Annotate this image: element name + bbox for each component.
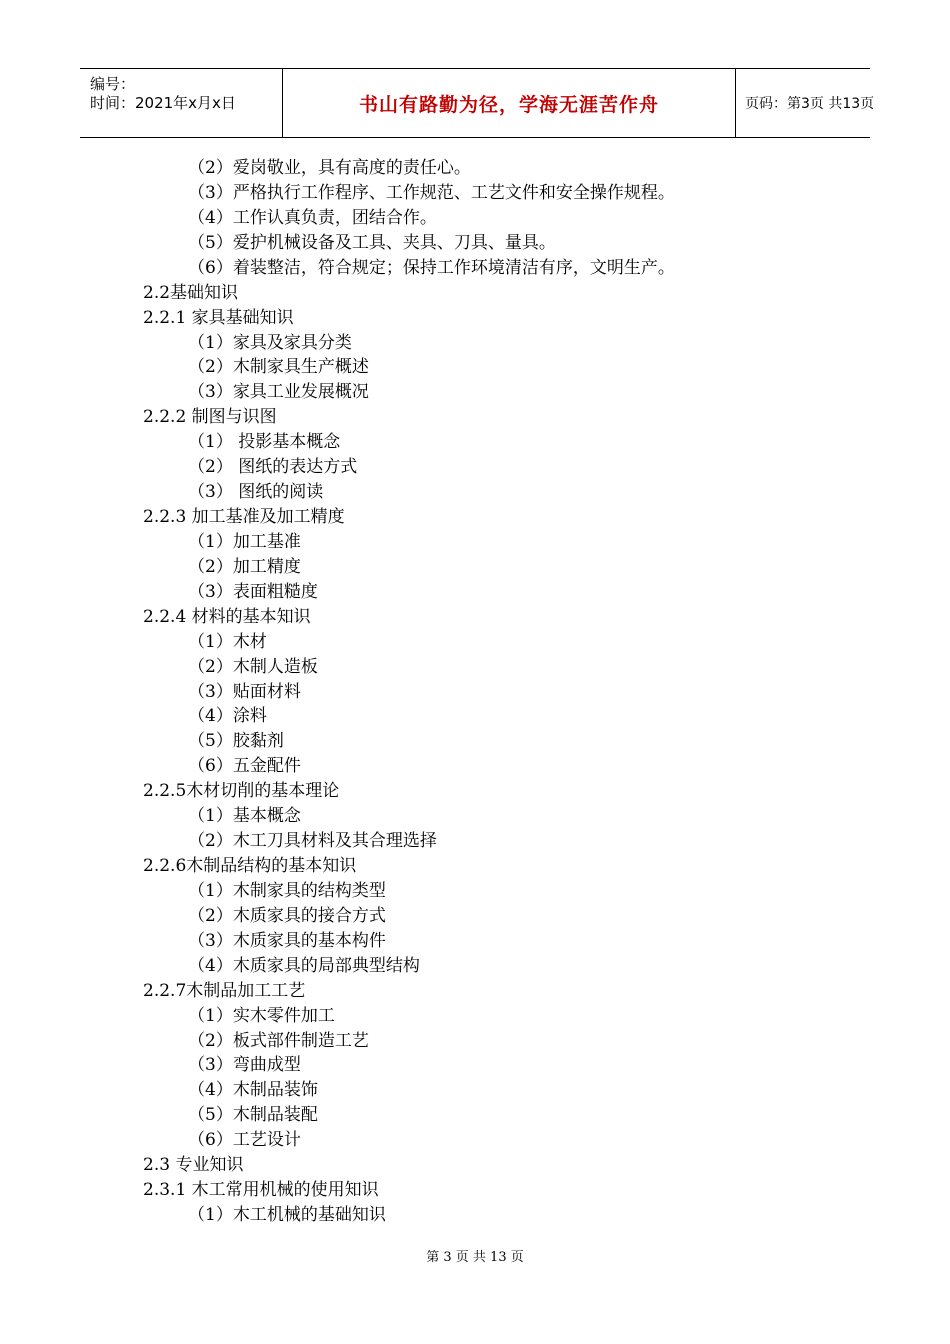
- header-meta-cell: [80, 69, 282, 137]
- list-item: （4）木制品装饰: [188, 1080, 318, 1100]
- list-item: （1）实木零件加工: [188, 1006, 335, 1026]
- doc-number-label: 编号：: [90, 75, 136, 93]
- list-item: （2）加工精度: [188, 557, 301, 577]
- list-item: （3）弯曲成型: [188, 1055, 301, 1075]
- list-item: （6）着装整洁，符合规定；保持工作环境清洁有序，文明生产。: [188, 258, 675, 278]
- list-item: （5）爱护机械设备及工具、夹具、刀具、量具。: [188, 233, 556, 253]
- section-heading: 2.2.4 材料的基本知识: [143, 607, 311, 627]
- list-item: （1）加工基准: [188, 532, 301, 552]
- list-item: （6）五金配件: [188, 756, 301, 776]
- list-item: （3）木质家具的基本构件: [188, 931, 386, 951]
- section-heading: 2.3.1 木工常用机械的使用知识: [143, 1180, 379, 1200]
- list-item: （3） 图纸的阅读: [188, 482, 324, 502]
- page-header: [80, 68, 875, 138]
- list-item: （3）家具工业发展概况: [188, 382, 369, 402]
- list-item: （3）表面粗糙度: [188, 582, 318, 602]
- section-heading: 2.2.5木材切削的基本理论: [143, 781, 340, 801]
- section-heading: 2.2基础知识: [143, 283, 239, 303]
- list-item: （1）木材: [188, 632, 267, 652]
- list-item: （2）板式部件制造工艺: [188, 1031, 369, 1051]
- list-item: （2）木质家具的接合方式: [188, 906, 386, 926]
- list-item: （1）家具及家具分类: [188, 333, 352, 353]
- list-item: （6）工艺设计: [188, 1130, 301, 1150]
- list-item: （1）木工机械的基础知识: [188, 1205, 386, 1225]
- section-heading: 2.2.7木制品加工工艺: [143, 981, 306, 1001]
- list-item: （4）涂料: [188, 706, 267, 726]
- section-heading: 2.2.6木制品结构的基本知识: [143, 856, 357, 876]
- doc-time-label: 时间：2021年x月x日: [90, 94, 236, 112]
- header-motto-cell: [282, 69, 736, 137]
- list-item: （3）严格执行工作程序、工作规范、工艺文件和安全操作规程。: [188, 183, 675, 203]
- list-item: （2） 图纸的表达方式: [188, 457, 358, 477]
- list-item: （1）木制家具的结构类型: [188, 881, 386, 901]
- list-item: （1）基本概念: [188, 806, 301, 826]
- list-item: （5）木制品装配: [188, 1105, 318, 1125]
- list-item: （5）胶黏剂: [188, 731, 284, 751]
- page-footer: 第 3 页 共 13 页: [426, 1250, 524, 1265]
- section-heading: 2.3 专业知识: [143, 1155, 244, 1175]
- section-heading: 2.2.1 家具基础知识: [143, 308, 294, 328]
- section-heading: 2.2.2 制图与识图: [143, 407, 277, 427]
- header-page-cell: [735, 69, 875, 137]
- list-item: （2）木制家具生产概述: [188, 357, 369, 377]
- list-item: （4）工作认真负责，团结合作。: [188, 208, 437, 228]
- section-heading: 2.2.3 加工基准及加工精度: [143, 507, 345, 527]
- list-item: （2）木工刀具材料及其合理选择: [188, 831, 437, 851]
- list-item: （2）木制人造板: [188, 657, 318, 677]
- list-item: （4）木质家具的局部典型结构: [188, 956, 420, 976]
- list-item: （3）贴面材料: [188, 682, 301, 702]
- header-motto: 书山有路勤为径，学海无涯苦作舟: [358, 93, 659, 116]
- list-item: （2）爱岗敬业，具有高度的责任心。: [188, 158, 471, 178]
- header-page-info: 页码：第3页 共13页: [745, 96, 875, 112]
- list-item: （1） 投影基本概念: [188, 432, 341, 452]
